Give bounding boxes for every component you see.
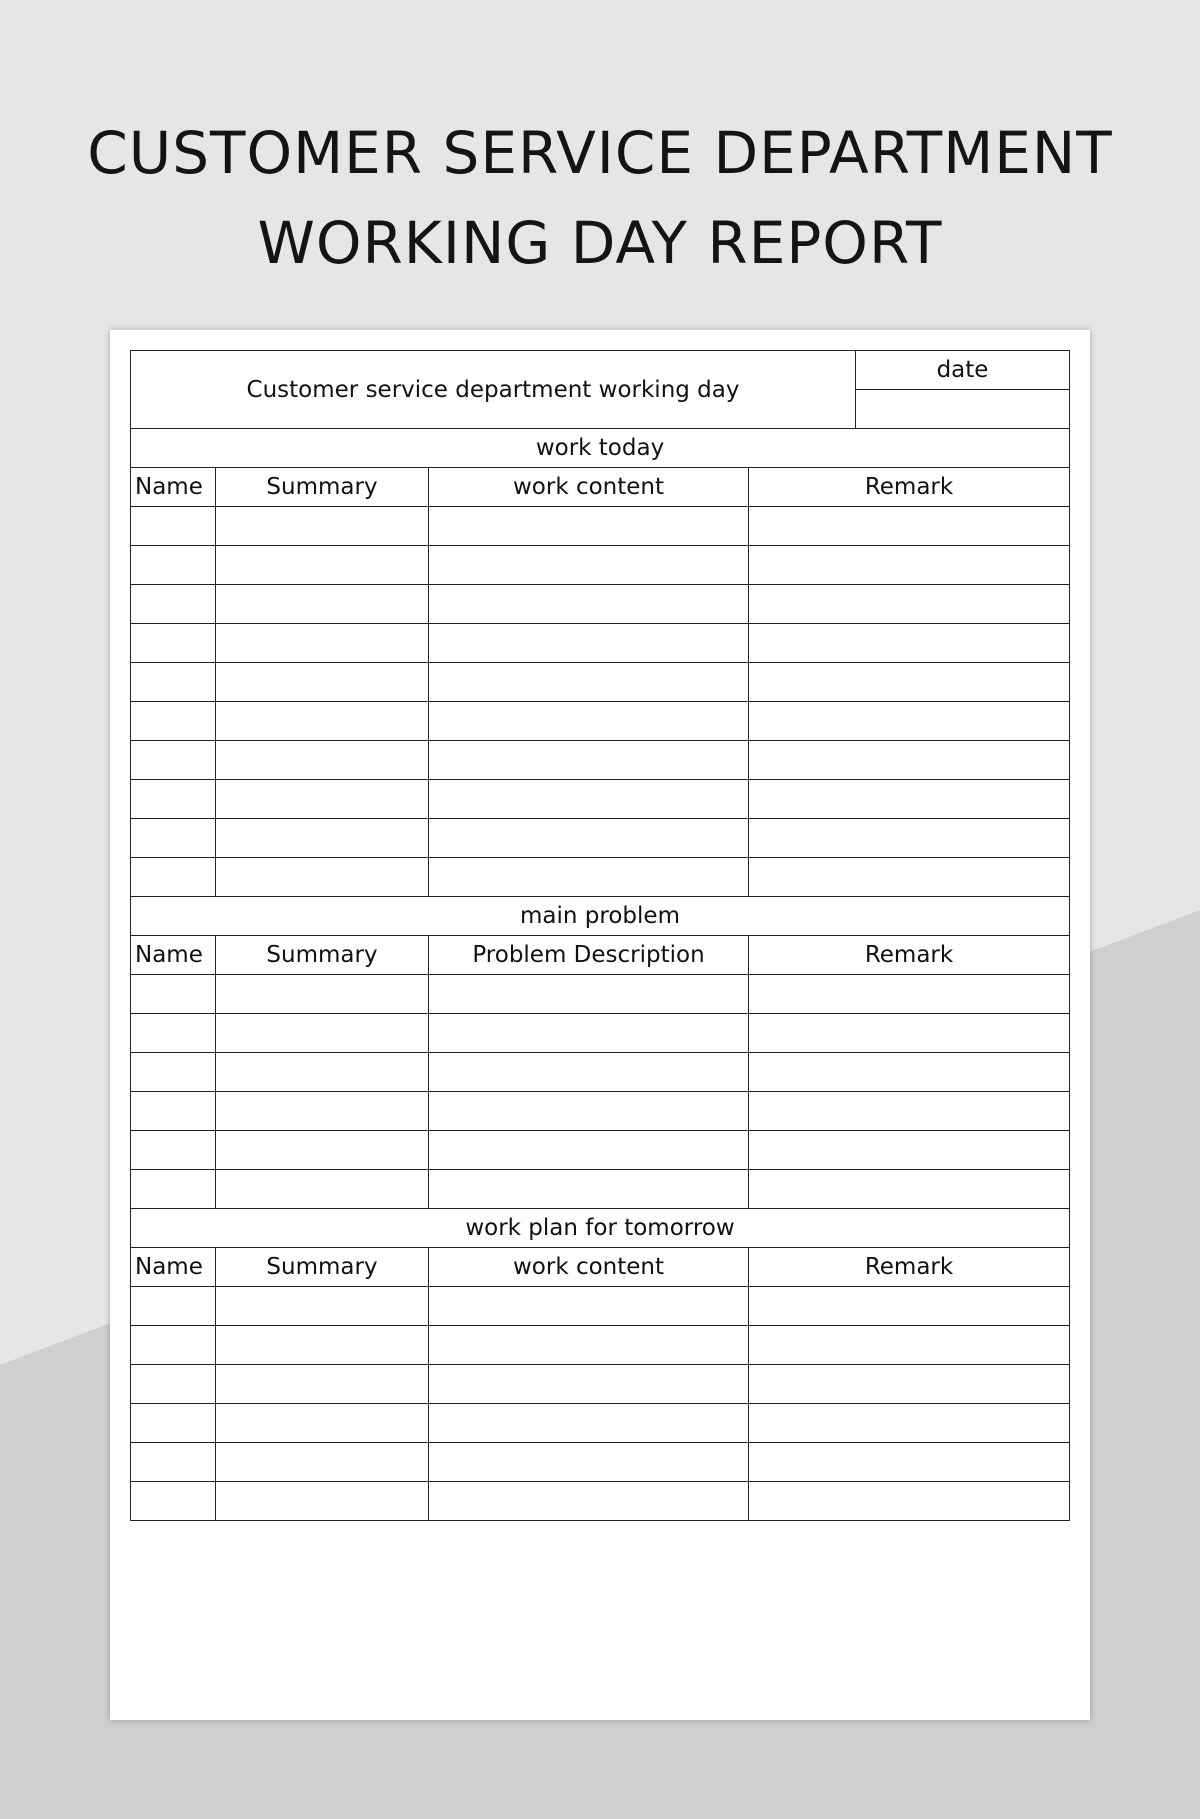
table-cell[interactable]: [216, 1404, 429, 1443]
column-header-row: [131, 1248, 1070, 1287]
table-cell[interactable]: [216, 780, 429, 819]
column-header: Name: [131, 1248, 216, 1287]
table-cell[interactable]: [429, 1014, 749, 1053]
table-cell[interactable]: [749, 507, 1070, 546]
table-cell[interactable]: [216, 1092, 429, 1131]
table-cell[interactable]: [749, 1014, 1070, 1053]
table-row: [131, 819, 1070, 858]
table-cell[interactable]: [131, 1092, 216, 1131]
table-cell[interactable]: [749, 1053, 1070, 1092]
table-row: [131, 1092, 1070, 1131]
column-header: Remark: [749, 468, 1070, 507]
table-cell[interactable]: [131, 624, 216, 663]
table-row: [131, 1443, 1070, 1482]
table-cell[interactable]: [429, 585, 749, 624]
table-cell[interactable]: [429, 819, 749, 858]
table-cell[interactable]: [216, 663, 429, 702]
report-sheet: [110, 330, 1090, 1720]
section-title: work plan for tomorrow: [131, 1209, 1070, 1248]
table-cell[interactable]: [216, 507, 429, 546]
table-cell[interactable]: [216, 1053, 429, 1092]
column-header-row: [131, 936, 1070, 975]
table-cell[interactable]: [429, 1482, 749, 1521]
table-cell[interactable]: [429, 1092, 749, 1131]
table-cell[interactable]: [131, 858, 216, 897]
table-cell[interactable]: [429, 1131, 749, 1170]
column-header: Summary: [216, 1248, 429, 1287]
table-row: [131, 546, 1070, 585]
table-cell[interactable]: [216, 546, 429, 585]
column-header: Problem Description: [429, 936, 749, 975]
table-cell[interactable]: [131, 1365, 216, 1404]
table-cell[interactable]: [429, 1170, 749, 1209]
form-header-row: [131, 351, 1070, 390]
table-cell[interactable]: [749, 858, 1070, 897]
date-field[interactable]: [856, 390, 1070, 429]
table-cell[interactable]: [749, 624, 1070, 663]
table-cell[interactable]: [749, 663, 1070, 702]
page-title: [0, 108, 1200, 288]
table-row: [131, 1326, 1070, 1365]
page-title-line-1: CUSTOMER SERVICE DEPARTMENT: [87, 119, 1113, 187]
table-cell[interactable]: [749, 1092, 1070, 1131]
table-cell[interactable]: [429, 780, 749, 819]
table-cell[interactable]: [429, 702, 749, 741]
table-cell[interactable]: [131, 1014, 216, 1053]
table-cell[interactable]: [131, 741, 216, 780]
table-row: [131, 1170, 1070, 1209]
table-cell[interactable]: [749, 1404, 1070, 1443]
table-cell[interactable]: [749, 975, 1070, 1014]
column-header-row: [131, 468, 1070, 507]
table-cell[interactable]: [429, 546, 749, 585]
table-cell[interactable]: [749, 1326, 1070, 1365]
form-header-title: Customer service department working day: [131, 351, 856, 429]
table-cell[interactable]: [131, 1287, 216, 1326]
table-cell[interactable]: [216, 1482, 429, 1521]
table-cell[interactable]: [131, 975, 216, 1014]
table-cell[interactable]: [131, 1482, 216, 1521]
table-cell[interactable]: [131, 546, 216, 585]
section-title: work today: [131, 429, 1070, 468]
table-cell[interactable]: [216, 1014, 429, 1053]
table-cell[interactable]: [216, 1170, 429, 1209]
page-title-line-2: WORKING DAY REPORT: [257, 209, 943, 277]
column-header: work content: [429, 1248, 749, 1287]
table-cell[interactable]: [749, 1131, 1070, 1170]
table-cell[interactable]: [429, 663, 749, 702]
table-cell[interactable]: [429, 741, 749, 780]
table-row: [131, 780, 1070, 819]
table-cell[interactable]: [131, 1053, 216, 1092]
section-title: main problem: [131, 897, 1070, 936]
table-cell[interactable]: [131, 507, 216, 546]
table-cell[interactable]: [749, 702, 1070, 741]
report-form: [130, 350, 1070, 1521]
table-cell[interactable]: [749, 780, 1070, 819]
table-cell[interactable]: [131, 819, 216, 858]
table-cell[interactable]: [216, 819, 429, 858]
column-header: Name: [131, 468, 216, 507]
table-cell[interactable]: [131, 1404, 216, 1443]
table-cell[interactable]: [131, 585, 216, 624]
table-row: [131, 1014, 1070, 1053]
table-row: [131, 702, 1070, 741]
table-row: [131, 741, 1070, 780]
table-cell[interactable]: [131, 1443, 216, 1482]
table-cell[interactable]: [429, 1326, 749, 1365]
table-row: [131, 585, 1070, 624]
table-cell[interactable]: [749, 546, 1070, 585]
table-cell[interactable]: [749, 1287, 1070, 1326]
table-cell[interactable]: [749, 1443, 1070, 1482]
column-header: Summary: [216, 468, 429, 507]
table-cell[interactable]: [429, 1404, 749, 1443]
table-cell[interactable]: [131, 1131, 216, 1170]
table-cell[interactable]: [216, 741, 429, 780]
table-cell[interactable]: [216, 1365, 429, 1404]
table-cell[interactable]: [749, 585, 1070, 624]
table-cell[interactable]: [131, 1170, 216, 1209]
table-row: [131, 858, 1070, 897]
column-header: work content: [429, 468, 749, 507]
table-cell[interactable]: [429, 624, 749, 663]
table-cell[interactable]: [216, 1443, 429, 1482]
column-header: Remark: [749, 936, 1070, 975]
table-row: [131, 1053, 1070, 1092]
table-cell[interactable]: [216, 1287, 429, 1326]
table-cell[interactable]: [216, 585, 429, 624]
date-label: date: [856, 351, 1070, 390]
table-cell[interactable]: [131, 702, 216, 741]
table-cell[interactable]: [216, 1131, 429, 1170]
table-row: [131, 1287, 1070, 1326]
table-cell[interactable]: [429, 975, 749, 1014]
column-header: Name: [131, 936, 216, 975]
table-cell[interactable]: [216, 702, 429, 741]
table-cell[interactable]: [749, 741, 1070, 780]
table-row: [131, 1404, 1070, 1443]
table-cell[interactable]: [429, 1287, 749, 1326]
section-title-row: [131, 1209, 1070, 1248]
table-row: [131, 624, 1070, 663]
table-cell[interactable]: [216, 975, 429, 1014]
column-header: Summary: [216, 936, 429, 975]
table-row: [131, 507, 1070, 546]
table-cell[interactable]: [749, 1170, 1070, 1209]
table-cell[interactable]: [216, 1326, 429, 1365]
table-row: [131, 663, 1070, 702]
table-row: [131, 975, 1070, 1014]
table-cell[interactable]: [131, 663, 216, 702]
table-row: [131, 1482, 1070, 1521]
table-cell[interactable]: [131, 1326, 216, 1365]
table-row: [131, 1131, 1070, 1170]
table-cell[interactable]: [216, 624, 429, 663]
table-row: [131, 1365, 1070, 1404]
table-cell[interactable]: [216, 858, 429, 897]
table-cell[interactable]: [131, 780, 216, 819]
column-header: Remark: [749, 1248, 1070, 1287]
section-title-row: [131, 897, 1070, 936]
table-cell[interactable]: [429, 1365, 749, 1404]
table-cell[interactable]: [429, 1443, 749, 1482]
table-cell[interactable]: [429, 1053, 749, 1092]
table-cell[interactable]: [749, 819, 1070, 858]
table-cell[interactable]: [429, 858, 749, 897]
table-cell[interactable]: [429, 507, 749, 546]
table-cell[interactable]: [749, 1482, 1070, 1521]
section-title-row: [131, 429, 1070, 468]
table-cell[interactable]: [749, 1365, 1070, 1404]
